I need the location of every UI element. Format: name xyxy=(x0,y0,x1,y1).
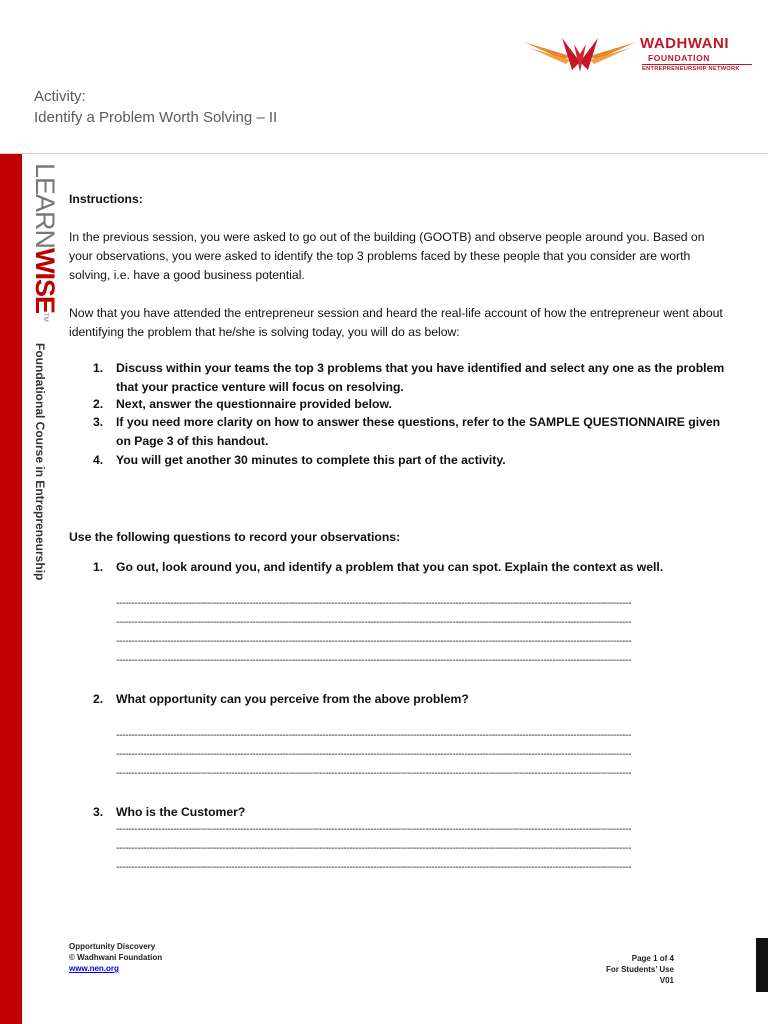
footer-version: V01 xyxy=(659,976,674,985)
question-text: What opportunity can you perceive from the above problem? xyxy=(116,692,469,706)
step-text-post: to complete this part of the activity. xyxy=(297,453,506,467)
activity-label: Activity: xyxy=(34,88,86,105)
step-text-emphasis: another 30 minutes xyxy=(186,453,298,467)
answer-line[interactable]: -------------------------------------------------------------------------------------------------------------------------------------------------------------------------- xyxy=(116,730,632,741)
activity-title: Identify a Problem Worth Solving – II xyxy=(34,109,278,126)
answer-line[interactable]: -------------------------------------------------------------------------------------------------------------------------------------------------------------------------- xyxy=(116,862,632,873)
answer-line[interactable]: -------------------------------------------------------------------------------------------------------------------------------------------------------------------------- xyxy=(116,824,632,835)
answer-line[interactable]: -------------------------------------------------------------------------------------------------------------------------------------------------------------------------- xyxy=(116,617,632,628)
questions-heading: Use the following questions to record your observations: xyxy=(69,530,401,544)
logo-network: ENTREPRENEURSHIP NETWORK xyxy=(642,66,740,72)
question-number: 3. xyxy=(93,805,104,819)
answer-line[interactable]: -------------------------------------------------------------------------------------------------------------------------------------------------------------------------- xyxy=(116,655,632,666)
question-number: 1. xyxy=(93,560,104,574)
step-number: 4. xyxy=(93,453,104,467)
page-edge-tab xyxy=(756,938,768,992)
sidebar-red-bar xyxy=(0,154,22,1024)
step-text xyxy=(116,413,728,450)
footer-page-number: Page 1 of 4 xyxy=(631,954,674,963)
logo-name: WADHWANI xyxy=(640,35,729,52)
instructions-para-2: Now that you have attended the entrepreneur session and heard the real-life account of how the entrepreneur went about identifying the problem that he/she is solving today, you will do as below: xyxy=(69,306,723,339)
course-text: Foundational Course in Entrepreneurship xyxy=(33,343,47,581)
question-number: 2. xyxy=(93,692,104,706)
step-number: 3. xyxy=(93,415,104,429)
answer-line[interactable]: -------------------------------------------------------------------------------------------------------------------------------------------------------------------------- xyxy=(116,768,632,779)
step-number: 1. xyxy=(93,361,104,375)
course-name xyxy=(33,343,47,581)
brand-learn: LEARN xyxy=(30,163,60,249)
learnwise-brand xyxy=(32,163,62,331)
answer-line[interactable]: -------------------------------------------------------------------------------------------------------------------------------------------------------------------------- xyxy=(116,843,632,854)
step-text-post: given on Page 3 of this handout. xyxy=(116,415,721,448)
instructions-para-1: In the previous session, you were asked to go out of the building (GOOTB) and observe people around you. Based on your observations, you were asked to identify the top 3 problems faced by these people that you consider are worth solving, i.e. have a good business potential. xyxy=(69,230,705,282)
answer-line[interactable]: -------------------------------------------------------------------------------------------------------------------------------------------------------------------------- xyxy=(116,749,632,760)
instructions-heading: Instructions: xyxy=(69,192,143,206)
logo-rule xyxy=(642,64,752,65)
brand-wise: WISE xyxy=(30,248,60,314)
footer-left xyxy=(69,941,162,974)
logo-foundation: FOUNDATION xyxy=(648,53,711,63)
step-text: Discuss within your teams the top 3 problems that you have identified and select any one as the problem that your practice venture will focus on resolving. xyxy=(116,361,725,394)
footer-module: Opportunity Discovery xyxy=(69,942,156,951)
step-number: 2. xyxy=(93,397,104,411)
brand-trademark: TM xyxy=(42,313,48,322)
wadhwani-logo-icon xyxy=(524,34,636,74)
step-text: Next, answer the questionnaire provided below. xyxy=(116,397,392,411)
wadhwani-logo xyxy=(524,34,760,74)
step-text-pre: You will get xyxy=(116,453,187,467)
footer-audience: For Students’ Use xyxy=(605,965,674,974)
footer-website-link[interactable]: www.nen.org xyxy=(69,964,119,973)
answer-line[interactable]: -------------------------------------------------------------------------------------------------------------------------------------------------------------------------- xyxy=(116,598,632,609)
question-text: Who is the Customer? xyxy=(116,805,246,819)
step-text-pre: If you need more clarity on how to answer these questions, refer to the xyxy=(116,415,530,429)
footer-copyright: © Wadhwani Foundation xyxy=(69,953,163,962)
step-text-emphasis: SAMPLE QUESTIONNAIRE xyxy=(529,415,685,429)
step-text xyxy=(116,451,728,470)
question-text: Go out, look around you, and identify a problem that you can spot. Explain the context as well. xyxy=(116,560,664,574)
header-divider xyxy=(0,153,768,154)
footer-right xyxy=(560,953,674,986)
answer-line[interactable]: -------------------------------------------------------------------------------------------------------------------------------------------------------------------------- xyxy=(116,636,632,647)
